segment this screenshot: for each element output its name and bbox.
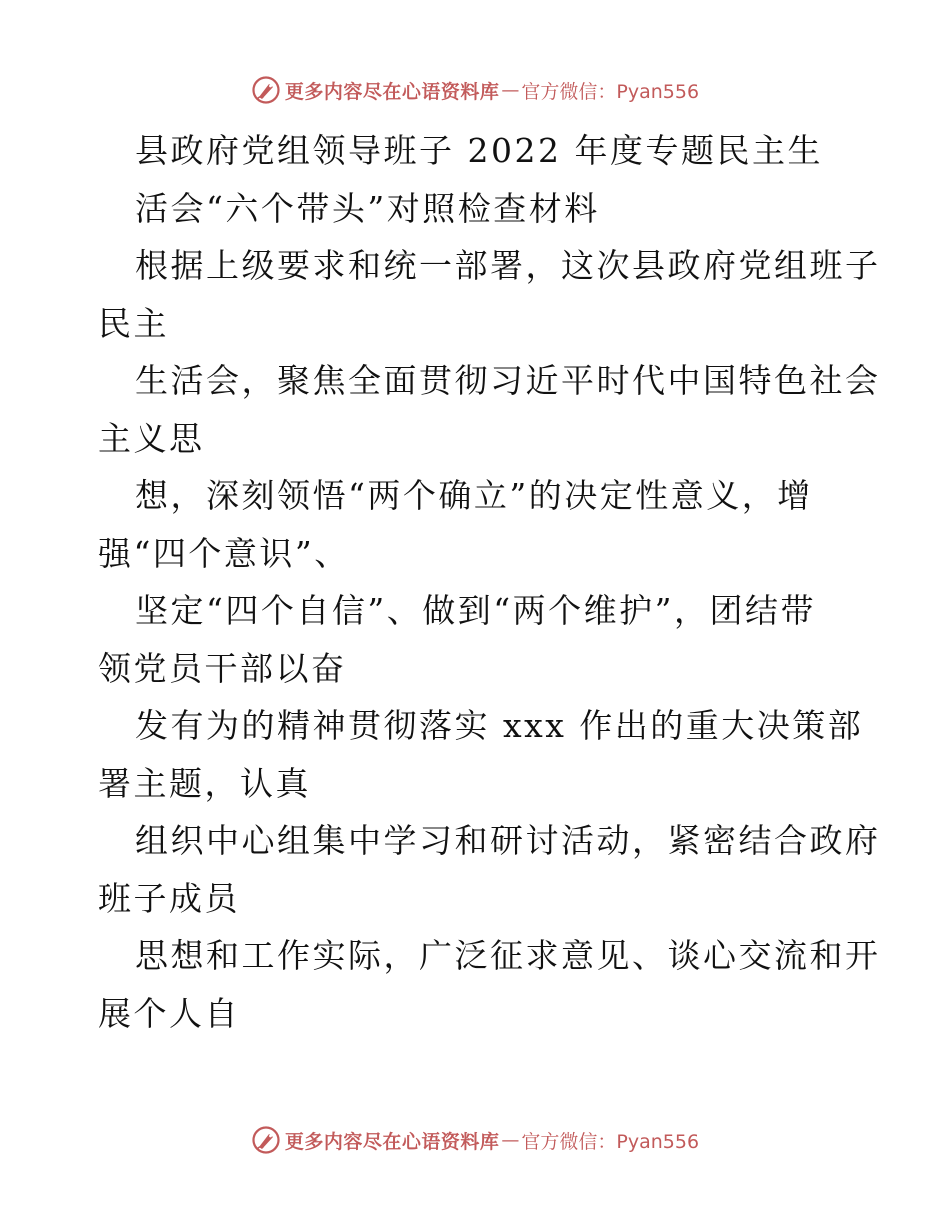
document-body (98, 122, 881, 1042)
paragraph-line: 发有为的精神贯彻落实 xxx 作出的重大决策部 (135, 706, 864, 745)
header-banner (0, 70, 950, 110)
paragraph-line: 想，深刻领悟“两个确立”的决定性意义，增 (135, 476, 813, 515)
paragraph-line: 民主 (98, 303, 169, 343)
pen-nib-logo-icon (251, 75, 281, 105)
wechat-text: 官方微信：Pyan556 (521, 1130, 700, 1153)
paragraph-line: 展个人自 (98, 993, 240, 1033)
paragraph-line: 主义思 (98, 418, 205, 458)
paragraph-line: 领党员干部以奋 (98, 648, 347, 688)
wechat-text: 官方微信：Pyan556 (521, 80, 700, 103)
paragraph-line: 组织中心组集中学习和研讨活动，紧密结合政府 (135, 821, 881, 860)
banner-separator: — (501, 1129, 520, 1151)
paragraph-line: 根据上级要求和统一部署，这次县政府党组班子 (135, 246, 881, 285)
paragraph-line: 坚定“四个自信”、做到“两个维护”，团结带 (135, 591, 816, 630)
brand-text: 更多内容尽在心语资料库 (284, 1130, 500, 1153)
banner-separator: — (501, 79, 520, 101)
document-title-line-1: 县政府党组领导班子 2022 年度专题民主生 (135, 131, 823, 170)
paragraph-line: 生活会，聚焦全面贯彻习近平时代中国特色社会 (135, 361, 881, 400)
brand-text: 更多内容尽在心语资料库 (284, 80, 500, 103)
paragraph-line: 强“四个意识”、 (98, 533, 350, 573)
paragraph-line: 思想和工作实际，广泛征求意见、谈心交流和开 (135, 936, 881, 975)
document-title-line-2: 活会“六个带头”对照检查材料 (135, 188, 600, 228)
footer-banner (0, 1120, 950, 1160)
pen-nib-logo-icon (251, 1125, 281, 1155)
paragraph-line: 署主题，认真 (98, 763, 311, 803)
paragraph-line: 班子成员 (98, 878, 240, 918)
